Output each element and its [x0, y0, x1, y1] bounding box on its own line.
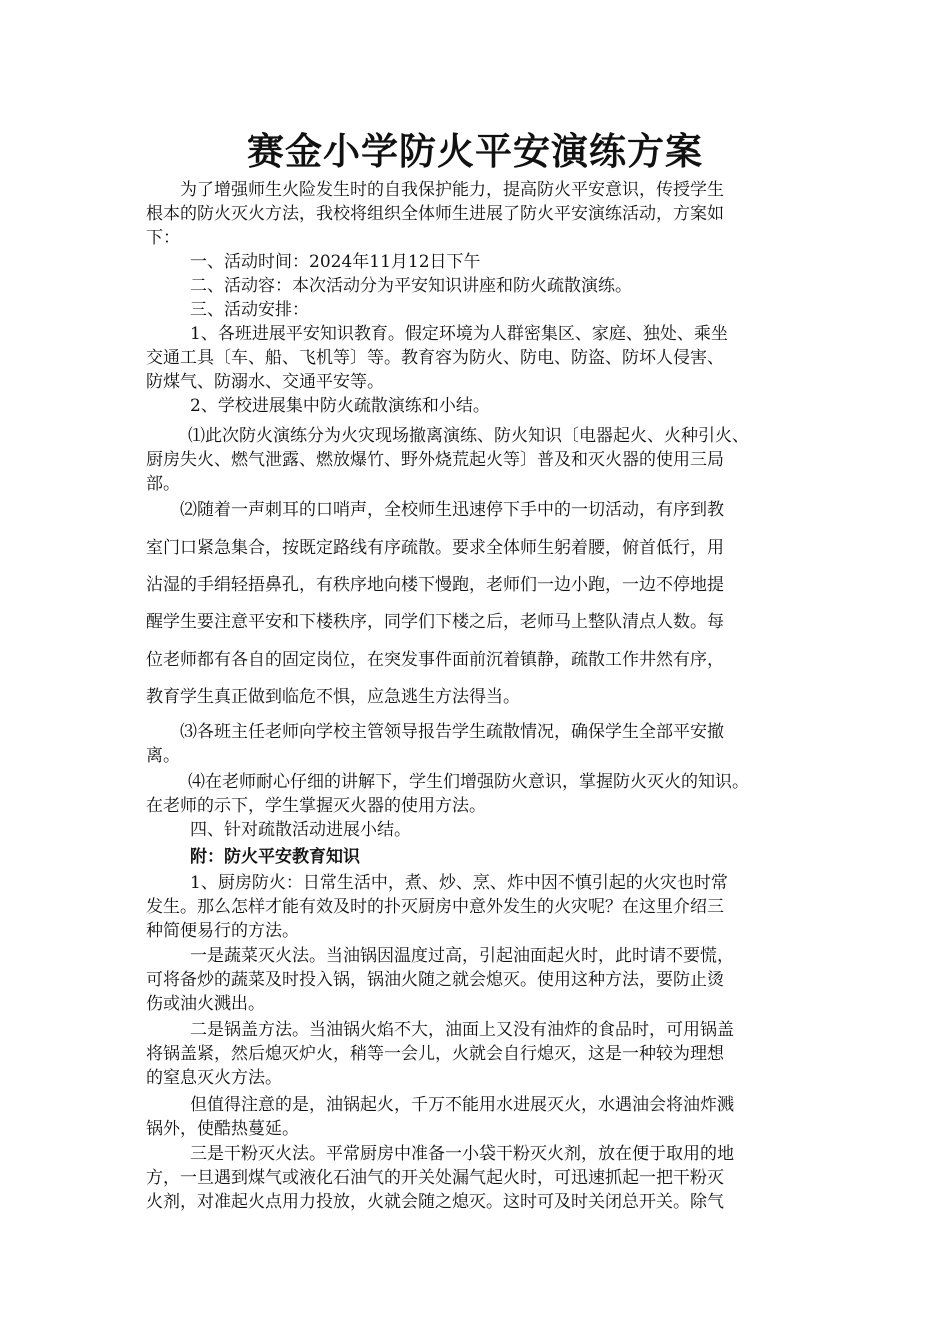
- text-line: 一、活动时间：2024年11月12日下午: [190, 252, 481, 272]
- text-line: 沾湿的手绢轻捂鼻孔，有秩序地向楼下慢跑，老师们一边小跑，一边不停地提: [146, 575, 724, 595]
- text-line: 种简便易行的方法。: [146, 921, 299, 941]
- text-line: ⑴此次防火演练分为火灾现场撤离演练、防火知识〔电器起火、火种引火、: [188, 426, 749, 446]
- text-line: 根本的防火灭火方法，我校将组织全体师生进展了防火平安演练活动，方案如: [146, 204, 724, 224]
- text-line: 三、活动安排：: [190, 300, 309, 320]
- text-line: 2、学校进展集中防火疏散演练和小结。: [190, 396, 490, 416]
- page-title: 赛金小学防火平安演练方案: [247, 129, 703, 173]
- text-line: 方，一旦遇到煤气或液化石油气的开关处漏气起火时，可迅速抓起一把干粉灭: [146, 1168, 724, 1188]
- text-line: 醒学生要注意平安和下楼秩序，同学们下楼之后，老师马上整队清点人数。每: [146, 612, 724, 632]
- text-line: 三是干粉灭火法。平常厨房中准备一小袋干粉灭火剂，放在便于取用的地: [190, 1144, 734, 1164]
- text-line: 1、厨房防火：日常生活中，煮、炒、烹、炸中因不慎引起的火灾也时常: [190, 873, 728, 893]
- text-line: 发生。那么怎样才能有效及时的扑灭厨房中意外发生的火灾呢？在这里介绍三: [146, 897, 724, 917]
- text-line: 位老师都有各自的固定岗位，在突发事件面前沉着镇静，疏散工作井然有序，: [146, 650, 724, 670]
- text-line: 但值得注意的是，油锅起火，千万不能用水进展灭火，水遇油会将油炸溅: [190, 1095, 734, 1115]
- text-line: 二是锅盖方法。当油锅火焰不大，油面上又没有油炸的食品时，可用锅盖: [190, 1020, 734, 1040]
- text-line: 可将备炒的蔬菜及时投入锅，锅油火随之就会熄灭。使用这种方法，要防止烫: [146, 970, 724, 990]
- appendix-heading: 附：防火平安教育知识: [190, 847, 360, 867]
- text-line: 为了增强师生火险发生时的自我保护能力，提高防火平安意识，传授学生: [180, 180, 724, 200]
- text-line: 1、各班进展平安知识教育。假定环境为人群密集区、家庭、独处、乘坐: [190, 324, 728, 344]
- text-line: 交通工具〔车、船、飞机等〕等。教育容为防火、防电、防盗、防坏人侵害、: [146, 348, 724, 368]
- text-line: 室门口紧急集合，按既定路线有序疏散。要求全体师生躬着腰，俯首低行，用: [146, 538, 724, 558]
- text-line: 一是蔬菜灭火法。当油锅因温度过高，引起油面起火时，此时请不要慌，: [190, 946, 734, 966]
- text-line: 伤或油火溅出。: [146, 994, 265, 1014]
- text-line: ⑶各班主任老师向学校主管领导报告学生疏散情况，确保学生全部平安撤: [180, 722, 724, 742]
- text-line: 锅外，使酷热蔓延。: [146, 1119, 299, 1139]
- text-line: ⑷在老师耐心仔细的讲解下，学生们增强防火意识，掌握防火灭火的知识。: [188, 772, 749, 792]
- text-line: 四、针对疏散活动进展小结。: [190, 820, 411, 840]
- text-line: 在老师的示下，学生掌握灭火器的使用方法。: [146, 796, 486, 816]
- text-line: 部。: [146, 474, 180, 494]
- text-line: 离。: [146, 746, 180, 766]
- text-line: 将锅盖紧，然后熄灭炉火，稍等一会儿，火就会自行熄灭，这是一种较为理想: [146, 1044, 724, 1064]
- text-line: 厨房失火、燃气泄露、燃放爆竹、野外烧荒起火等〕普及和灭火器的使用三局: [146, 450, 724, 470]
- text-line: 火剂，对准起火点用力投放，火就会随之熄灭。这时可及时关闭总开关。除气: [146, 1192, 724, 1212]
- text-line: 防煤气、防溺水、交通平安等。: [146, 372, 384, 392]
- text-line: 教育学生真正做到临危不惧，应急逃生方法得当。: [146, 687, 520, 707]
- text-line: 下：: [146, 228, 180, 248]
- text-line: 的窒息灭火方法。: [146, 1068, 282, 1088]
- text-line: ⑵随着一声刺耳的口哨声，全校师生迅速停下手中的一切活动，有序到教: [180, 500, 724, 520]
- text-line: 二、活动容：本次活动分为平安知识讲座和防火疏散演练。: [190, 276, 632, 296]
